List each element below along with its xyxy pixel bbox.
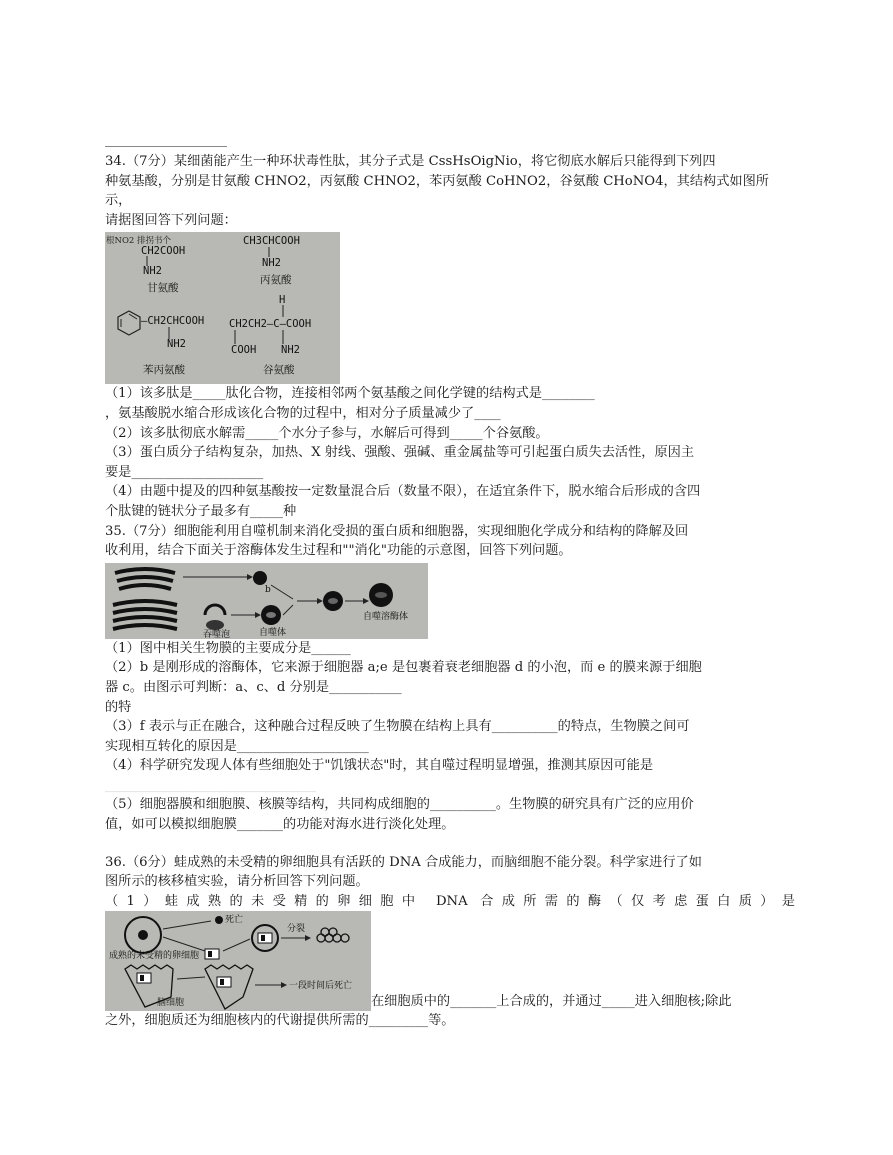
q34-stem-line2: 种氨基酸，分别是甘氨酸 CHNO2，丙氨酸 CHNO2，苯丙氨酸 CoHNO2，谷氨酸 CHoNO4，其结构式如图所示，	[105, 173, 769, 209]
q36-stem-line2: 图所示的核移植实验，请分析回答下列问题。	[105, 874, 369, 890]
phenylalanine-nh2: NH2	[167, 338, 186, 351]
q34-sub3-line2: 要是____________________	[105, 464, 264, 480]
q35-sub3-line2: 实现相互转化的原因是____________________	[105, 738, 369, 754]
label-mature-egg: 成熟的未受精的卵细胞	[109, 951, 200, 962]
q35-sub3-line1: （3）f 表示与正在融合，这种融合过程反映了生物膜在结构上具有__________的特点，生物膜之间可	[105, 719, 690, 735]
label-b: b	[265, 584, 271, 595]
label-death: 死亡	[225, 915, 244, 926]
label-autolysosome: 自噬溶酶体	[363, 611, 409, 622]
q35-sub1: （1）图中相关生物膜的主要成分是______	[105, 640, 351, 656]
q34-sub4-line2: 个肽键的链状分子最多有_____种	[105, 503, 297, 519]
document-page	[105, 138, 795, 1031]
bond-line	[267, 247, 271, 257]
q36-stem-line1: 36.（6分）蛙成熟的未受精的卵细胞具有活跃的 DNA 合成能力，而脑细胞不能分裂。科学家进行了如	[105, 854, 702, 870]
label-divide: 分裂	[287, 924, 306, 935]
q35-stem-line1: 35.（7分）细胞能利用自噬机制来消化受损的蛋白质和细胞器，实现细胞化学成分和结构的降解及回	[105, 523, 689, 539]
q34-sub1-line2: ，氨基酸脱水缩合形成该化合物的过程中，相对分子质量减少了____	[105, 405, 501, 421]
bond-line	[281, 330, 285, 344]
question-35	[105, 522, 795, 835]
glycine-nh2: NH2	[143, 265, 162, 278]
section-gap	[105, 835, 795, 853]
q35-sub5-line2: 值，如可以模拟细胞膜_______的功能对海水进行淡化处理。	[105, 817, 455, 833]
q34-sub4-line1: （4）由题中提及的四种氨基酸按一定数量混合后（数量不限），在适宜条件下，脱水缩合后形成的含四	[105, 484, 701, 500]
label-phagosome: 吞噬泡	[203, 629, 231, 639]
benzene-ring-icon	[115, 309, 143, 337]
glutamate-nh2: NH2	[281, 344, 300, 357]
bond-line	[281, 305, 285, 317]
q35-sub4-line2: ________________________________	[105, 777, 316, 793]
q36-sub1-after-figure: 在细胞质中的_______上合成的，并通过_____进入细胞核;除此	[371, 993, 732, 1009]
phenylalanine-formula: —CH2CHCOOH	[141, 315, 205, 328]
glutamate-h: H	[279, 294, 286, 307]
q34-sub2: （2）该多肽彻底水解需_____个水分子参与，水解后可得到_____个谷氨酸。	[105, 425, 549, 441]
q35-stem-line2: 收利用，结合下面关于溶酶体发生过程和""消化"功能的示意图，回答下列问题。	[105, 543, 572, 559]
q34-sub3-line1: （3）蛋白质分子结构复杂，加热、X 射线、强酸、强碱、重金属盐等可引起蛋白质失去活性，原因主	[105, 445, 695, 461]
question-36	[105, 853, 795, 1031]
q35-sub4-line1: （4）科学研究发现人体有些细胞处于"饥饿状态"时，其自噬过程明显增强，推测其原因可能是	[105, 758, 654, 774]
question-34	[105, 152, 795, 522]
lysosome-autophagy-figure	[105, 563, 428, 639]
q34-stem-line1: 34.（7分）某细菌能产生一种环状毒性肽，其分子式是 CssHsOigNio，将它彻底水解后只能得到下列四	[105, 154, 716, 169]
q34-stem-line3: 请据图回答下列问题：	[105, 212, 237, 228]
alanine-nh2: NH2	[262, 257, 281, 270]
glutamate-formula: CH2CH2—C—COOH	[229, 318, 312, 331]
q35-sub5-line1: （5）细胞器膜和细胞膜、核膜等结构，共同构成细胞的__________。生物膜的研究具有广泛的应用价	[105, 797, 694, 813]
bond-line	[233, 330, 237, 344]
q35-sub2-line2: 器 c。由图示可判断：a、c、d 分别是___________	[105, 679, 402, 695]
q34-sub1-line1: （1）该多肽是_____肽化合物，连接相邻两个氨基酸之间化学键的结构式是________	[105, 386, 595, 402]
glutamate-name: 谷氨酸	[263, 364, 295, 377]
q36-sub1-line1: （1）蛙成熟的未受精的卵细胞中 DNA 合成所需的酶（仅考虑蛋白质）是	[105, 893, 795, 909]
q36-sub1-line3: 之外，细胞质还为细胞核内的代谢提供所需的_________等。	[105, 1013, 455, 1029]
nuclear-transfer-figure	[105, 911, 371, 1011]
glycine-name: 甘氨酸	[147, 282, 179, 295]
phenylalanine-name: 苯丙氨酸	[143, 364, 185, 377]
q35-sub2-line3: 的特	[105, 699, 132, 715]
figure-corner-text: 根NO2 排拐书个	[106, 236, 172, 247]
q36-figure-row	[105, 911, 795, 1011]
label-brain-cell: 脑细胞	[157, 998, 185, 1009]
glutamate-cooh: COOH	[231, 344, 257, 357]
alanine-name: 丙氨酸	[260, 274, 292, 287]
amino-acid-structures-figure	[105, 232, 340, 384]
label-autophagosome: 自噬体	[259, 627, 287, 638]
alanine-formula: CH3CHCOOH	[243, 235, 300, 248]
q35-sub2-line1: （2）b 是刚形成的溶酶体，它来源于细胞器 a;e 是包裹着衰老细胞器 d 的小泡，而 e 的膜来源于细胞	[105, 660, 702, 676]
glycine-formula: CH2COOH	[141, 245, 186, 258]
label-later-death: 一段时间后死亡	[289, 981, 353, 992]
